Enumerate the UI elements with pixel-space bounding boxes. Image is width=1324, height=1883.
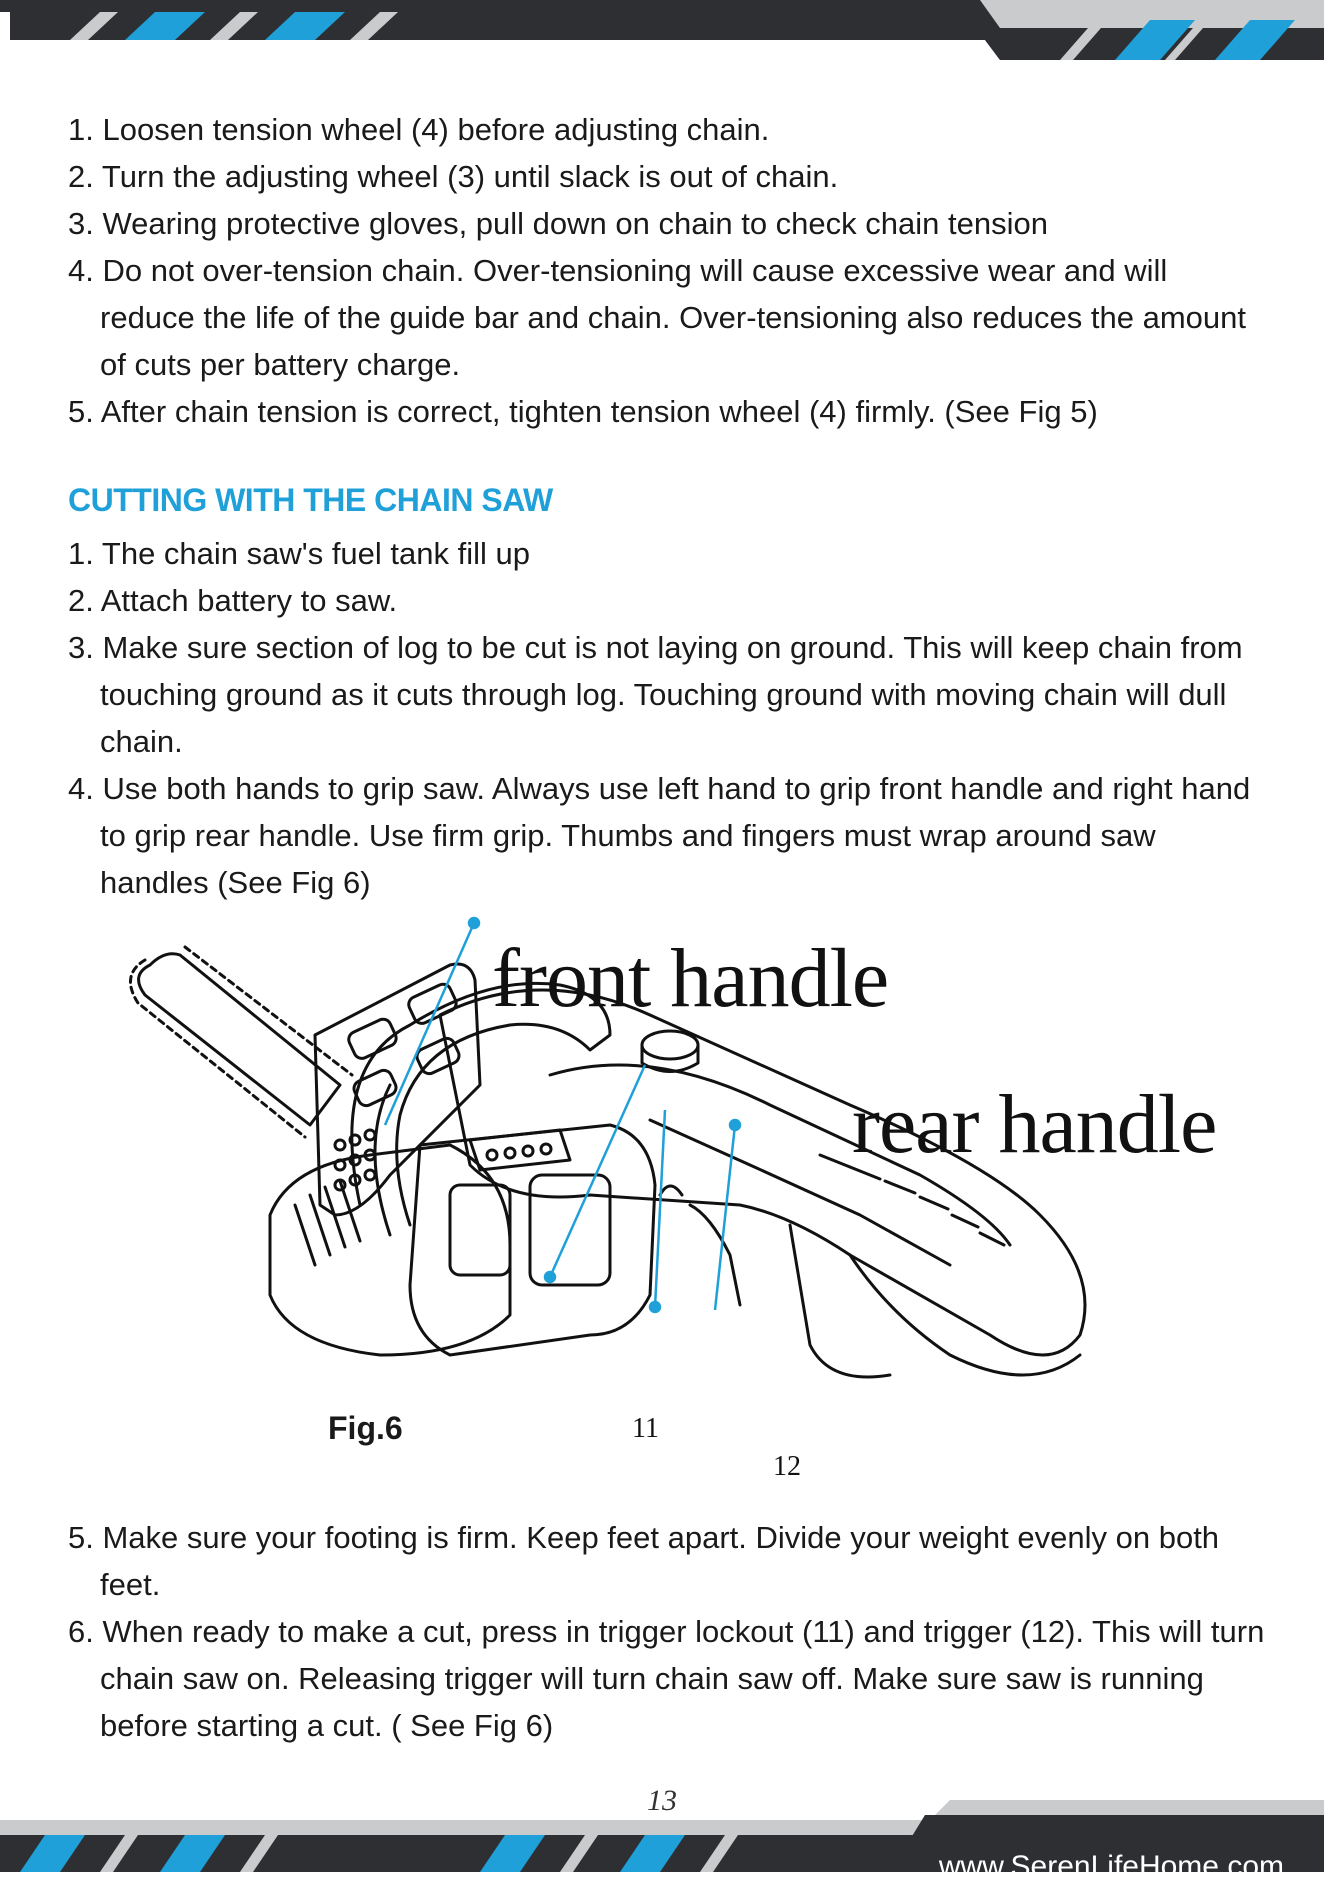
list-item: 1. Loosen tension wheel (4) before adjusting chain.	[68, 112, 770, 147]
cutting-steps-continued	[68, 1514, 1268, 1749]
list-item: 3. Wearing protective gloves, pull down on chain to check chain tension	[68, 206, 1048, 241]
rear-handle-label: rear handle	[852, 1078, 1217, 1171]
tension-steps	[68, 106, 1268, 435]
cutting-steps	[68, 530, 1268, 906]
list-item: 2. Turn the adjusting wheel (3) until slack is out of chain.	[68, 159, 839, 194]
figure-caption: Fig.6	[328, 1410, 403, 1446]
front-handle-label: front handle	[492, 932, 889, 1025]
list-item: 5. After chain tension is correct, tighten tension wheel (4) firmly. (See Fig 5)	[68, 394, 1098, 429]
list-item: 5. Make sure your footing is firm. Keep feet apart. Divide your weight evenly on both feet.	[68, 1520, 1220, 1602]
list-item: 4. Use both hands to grip saw. Always use left hand to grip front handle and right hand to grip rear handle. Use firm grip. Thumbs and fingers must wrap around saw handles (See Fig 6)	[68, 771, 1251, 900]
list-item: 3. Make sure section of log to be cut is not laying on ground. This will keep chain from touching ground as it cuts through log. Touching ground with moving chain will dull chain.	[68, 630, 1243, 759]
page-number: 13	[647, 1784, 677, 1817]
top-decorative-band	[0, 0, 1324, 70]
section-heading: CUTTING WITH THE CHAIN SAW	[68, 482, 553, 518]
list-item: 6. When ready to make a cut, press in trigger lockout (11) and trigger (12). This will turn chain saw on. Releasing trigger will turn chain saw off. Make sure saw is running before starting a cut. ( See Fig 6)	[68, 1614, 1265, 1743]
list-item: 1. The chain saw's fuel tank fill up	[68, 536, 530, 571]
list-item: 4. Do not over-tension chain. Over-tensioning will cause excessive wear and will reduce the life of the guide bar and chain. Over-tensioning also reduces the amount of cuts per battery charge.	[68, 253, 1247, 382]
callout-12: 12	[773, 1451, 801, 1482]
callout-11: 11	[632, 1413, 659, 1444]
list-item: 2. Attach battery to saw.	[68, 583, 398, 618]
website-url: www.SerenLifeHome.com	[938, 1850, 1284, 1883]
